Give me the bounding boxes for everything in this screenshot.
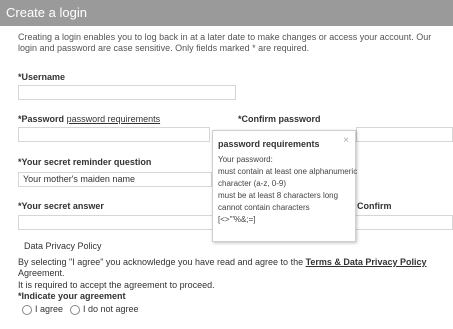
password-label-text: Password [21, 114, 65, 124]
confirm-password-label [238, 114, 321, 124]
password-label [18, 114, 160, 124]
confirm-password-label-text: Confirm password [241, 114, 321, 124]
popup-line: Your password: [218, 155, 273, 164]
confirm-password-input[interactable] [356, 127, 453, 142]
agree-radio[interactable] [22, 305, 32, 315]
agreement-label [18, 291, 126, 301]
privacy-text-after: Agreement. [18, 268, 65, 278]
disagree-option[interactable] [70, 304, 139, 315]
close-icon[interactable]: × [343, 135, 349, 146]
popup-line: must contain at least one alphanumeric [218, 167, 358, 176]
privacy-heading: Data Privacy Policy [24, 241, 102, 251]
disagree-radio[interactable] [70, 305, 80, 315]
confirm-answer-label: Confirm [357, 201, 392, 211]
required-star: * [238, 114, 242, 124]
required-star: * [18, 291, 22, 301]
popup-line: must be at least 8 characters long [218, 191, 339, 200]
popup-line: character (a-z, 0-9) [218, 179, 287, 188]
privacy-policy-link[interactable]: Terms & Data Privacy Policy [305, 257, 427, 267]
security-question-label [18, 157, 151, 167]
password-requirements-link[interactable]: password requirements [66, 114, 161, 124]
security-answer-label-text: Your secret answer [21, 201, 104, 211]
required-star: * [18, 201, 22, 211]
username-label-text: Username [21, 72, 66, 82]
agree-option-label: I agree [35, 304, 64, 314]
popup-line: [<>'"%&;=] [218, 215, 256, 224]
disagree-option-label: I do not agree [83, 304, 139, 314]
privacy-text [18, 257, 448, 279]
required-star: * [18, 72, 22, 82]
intro-text: Creating a login enables you to log back in at a later date to make changes or access your account. Our login and password are case sensitive. Only fields marked * are required. [18, 32, 432, 53]
required-star: * [18, 157, 22, 167]
privacy-text-before: By selecting "I agree" you acknowledge you have read and agree to the [18, 257, 306, 267]
agree-option[interactable] [22, 304, 63, 315]
password-requirements-popup [212, 130, 356, 242]
privacy-note: It is required to accept the agreement to proceed. [18, 280, 215, 290]
password-input[interactable] [18, 127, 210, 142]
username-label [18, 72, 65, 82]
popup-line: cannot contain characters [218, 203, 310, 212]
security-answer-label [18, 201, 104, 211]
security-question-select[interactable] [18, 172, 212, 187]
security-question-label-text: Your secret reminder question [21, 157, 152, 167]
required-star: * [18, 114, 22, 124]
username-input[interactable] [18, 85, 236, 100]
security-question-selected: Your mother's maiden name [23, 174, 135, 184]
dialog-title: Create a login [0, 0, 453, 26]
popup-title: password requirements [218, 139, 320, 149]
agreement-label-text: Indicate your agreement [21, 291, 126, 301]
